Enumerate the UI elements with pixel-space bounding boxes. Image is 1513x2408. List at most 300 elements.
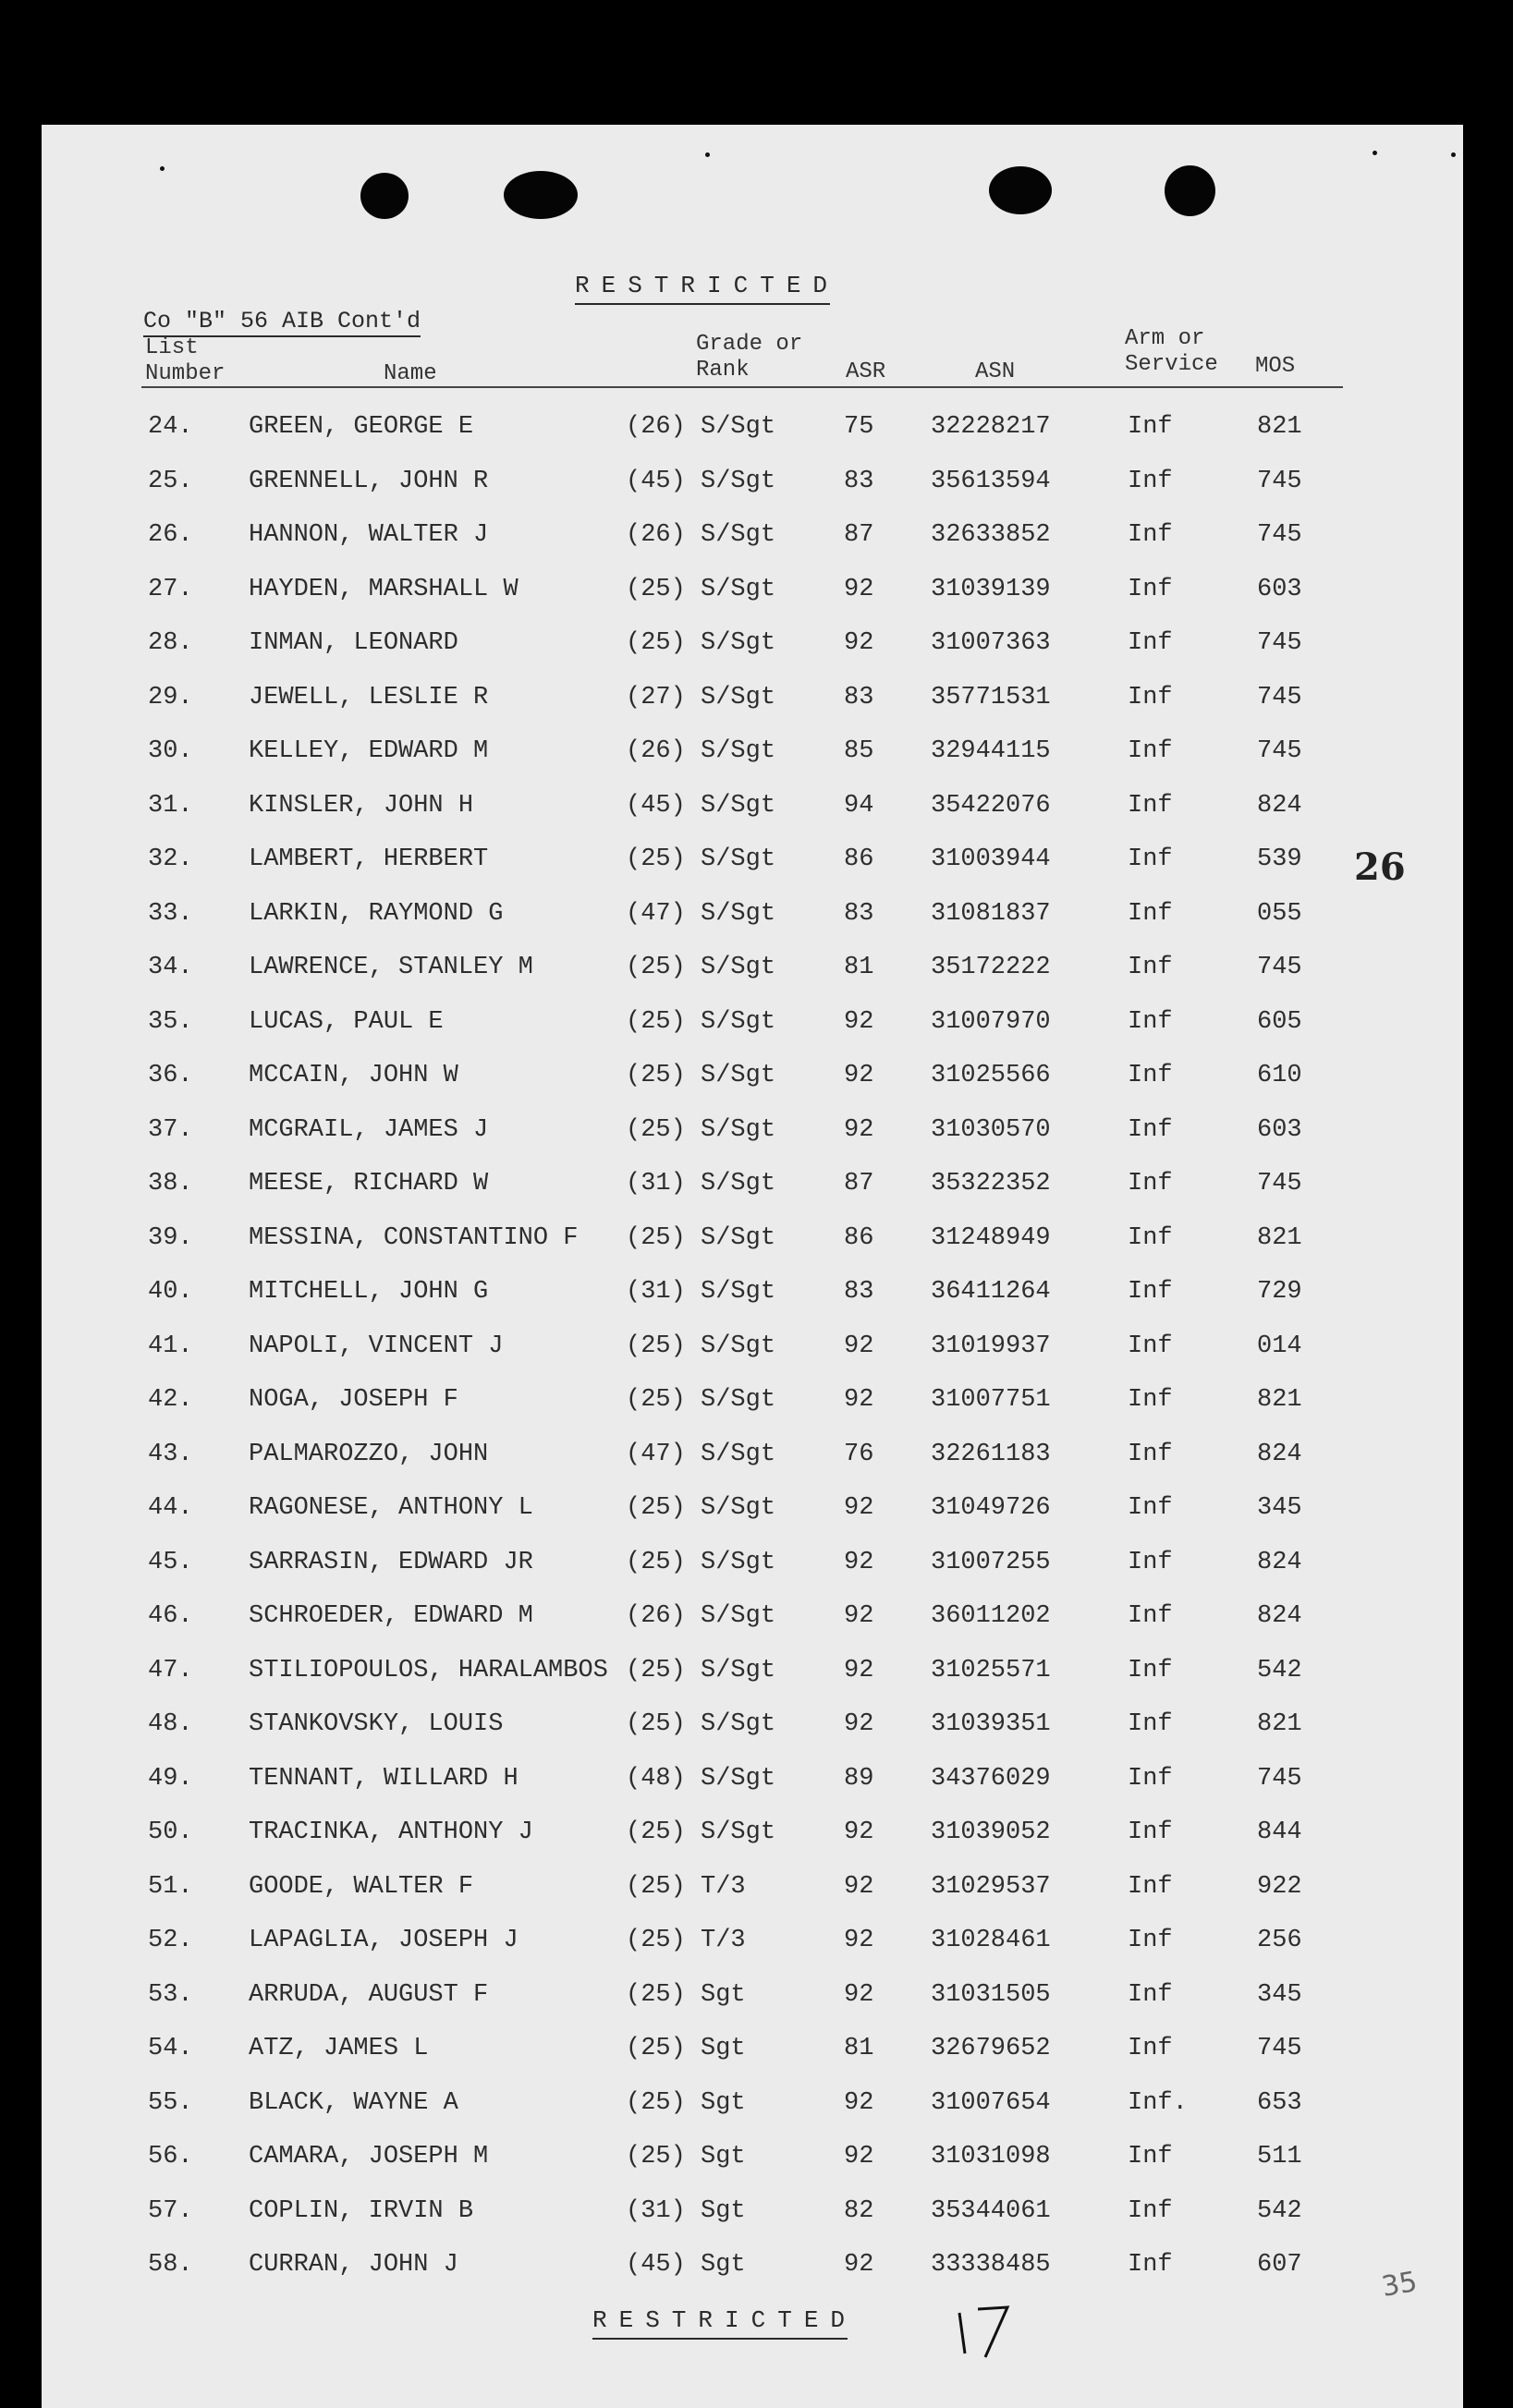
grade-rank [626, 468, 775, 495]
army-serial-number: 32633852 [931, 521, 1051, 549]
grade-rank [626, 1710, 775, 1738]
table-row [42, 1981, 1463, 2035]
list-number: 55. [148, 2088, 193, 2117]
age: (31) [626, 2196, 686, 2225]
arm-service: Inf [1128, 1170, 1173, 1198]
army-serial-number: 31007363 [931, 629, 1051, 657]
asr-score: 92 [844, 1386, 874, 1414]
grade-rank [626, 2143, 746, 2171]
table-row [42, 1116, 1463, 1170]
age: (25) [626, 1494, 686, 1522]
age: (45) [626, 2251, 686, 2279]
grade-rank [626, 1657, 775, 1684]
arm-service: Inf [1128, 1440, 1173, 1468]
age: (45) [626, 791, 686, 820]
mos-code: 745 [1257, 1170, 1302, 1198]
col-header-rank: Rank [696, 358, 750, 383]
list-number: 52. [148, 1927, 193, 1954]
list-number: 39. [148, 1223, 193, 1252]
age: (25) [626, 2035, 686, 2062]
punch-hole [1165, 165, 1215, 216]
speck [1451, 152, 1456, 157]
grade-rank [626, 737, 775, 765]
list-number: 34. [148, 954, 193, 981]
arm-service: Inf [1128, 1494, 1173, 1522]
soldier-name: MESSINA, CONSTANTINO F [249, 1223, 579, 1252]
soldier-name: GREEN, GEORGE E [249, 413, 474, 441]
rank: S/Sgt [701, 954, 776, 981]
soldier-name: LAWRENCE, STANLEY M [249, 954, 533, 981]
soldier-name: MCCAIN, JOHN W [249, 1062, 458, 1089]
rank: S/Sgt [701, 1007, 776, 1036]
rank: S/Sgt [701, 1170, 776, 1198]
table-row [42, 1278, 1463, 1332]
table-row [42, 900, 1463, 954]
list-number: 38. [148, 1170, 193, 1198]
army-serial-number: 31025571 [931, 1656, 1051, 1684]
mos-code: 539 [1257, 845, 1302, 873]
rank: S/Sgt [701, 899, 776, 928]
col-header-grade: Grade or [696, 332, 803, 357]
grade-rank [626, 1549, 775, 1576]
army-serial-number: 35613594 [931, 467, 1051, 495]
table-row [42, 2089, 1463, 2143]
list-number: 40. [148, 1278, 193, 1306]
arm-service: Inf [1128, 1872, 1173, 1901]
arm-service: Inf [1128, 1764, 1173, 1793]
arm-service: Inf [1128, 467, 1173, 495]
asr-score: 75 [844, 413, 874, 441]
army-serial-number: 35344061 [931, 2196, 1051, 2225]
handwritten-page-number [952, 2296, 1017, 2361]
mos-code: 922 [1257, 1872, 1302, 1901]
grade-rank [626, 1116, 775, 1144]
soldier-name: MCGRAIL, JAMES J [249, 1115, 489, 1144]
table-row [42, 1494, 1463, 1548]
army-serial-number: 31029537 [931, 1872, 1051, 1901]
army-serial-number: 35422076 [931, 791, 1051, 820]
table-row [42, 2197, 1463, 2251]
asr-score: 86 [844, 1223, 874, 1252]
soldier-name: KELLEY, EDWARD M [249, 737, 489, 765]
list-number: 27. [148, 575, 193, 603]
mos-code: 345 [1257, 1494, 1302, 1522]
army-serial-number: 31049726 [931, 1494, 1051, 1522]
grade-rank [626, 2251, 746, 2279]
age: (25) [626, 954, 686, 981]
mos-code: 745 [1257, 629, 1302, 657]
soldier-name: CAMARA, JOSEPH M [249, 2143, 489, 2171]
rank: S/Sgt [701, 1386, 776, 1414]
table-row [42, 1602, 1463, 1656]
arm-service: Inf [1128, 1980, 1173, 2009]
rank: S/Sgt [701, 737, 776, 765]
list-number: 33. [148, 899, 193, 928]
soldier-name: COPLIN, IRVIN B [249, 2196, 474, 2225]
army-serial-number: 31039351 [931, 1710, 1051, 1738]
grade-rank [626, 954, 775, 981]
punch-hole [360, 173, 409, 219]
table-row [42, 1170, 1463, 1223]
list-number: 30. [148, 737, 193, 765]
asr-score: 89 [844, 1764, 874, 1793]
asr-score: 85 [844, 737, 874, 765]
grade-rank [626, 1873, 746, 1901]
list-number: 53. [148, 1980, 193, 2009]
rank: S/Sgt [701, 1818, 776, 1846]
mos-code: 821 [1257, 1223, 1302, 1252]
army-serial-number: 36411264 [931, 1278, 1051, 1306]
army-serial-number: 31039052 [931, 1818, 1051, 1846]
army-serial-number: 31003944 [931, 845, 1051, 873]
rank: S/Sgt [701, 467, 776, 495]
arm-service: Inf [1128, 1278, 1173, 1306]
arm-service: Inf [1128, 1062, 1173, 1089]
rank: S/Sgt [701, 791, 776, 820]
col-header-asr: ASR [846, 359, 886, 384]
soldier-name: STILIOPOULOS, HARALAMBOS [249, 1656, 608, 1684]
age: (25) [626, 1710, 686, 1738]
grade-rank [626, 413, 775, 441]
rank: S/Sgt [701, 1602, 776, 1630]
rank: Sgt [701, 2196, 746, 2225]
restricted-stamp-top: RESTRICTED [575, 272, 840, 299]
asr-score: 92 [844, 1115, 874, 1144]
army-serial-number: 32261183 [931, 1440, 1051, 1468]
rank: S/Sgt [701, 1548, 776, 1576]
mos-code: 824 [1257, 1440, 1302, 1468]
list-number: 48. [148, 1710, 193, 1738]
asr-score: 92 [844, 1927, 874, 1954]
arm-service: Inf [1128, 1332, 1173, 1360]
soldier-name: ATZ, JAMES L [249, 2035, 429, 2062]
soldier-name: STANKOVSKY, LOUIS [249, 1710, 504, 1738]
soldier-name: JEWELL, LESLIE R [249, 683, 489, 711]
company-heading: Co "B" 56 AIB Cont'd [143, 308, 421, 334]
asr-score: 92 [844, 2143, 874, 2171]
list-number: 37. [148, 1115, 193, 1144]
asr-score: 92 [844, 629, 874, 657]
asr-score: 92 [844, 575, 874, 603]
soldier-name: ARRUDA, AUGUST F [249, 1980, 489, 2009]
age: (25) [626, 1927, 686, 1954]
table-row [42, 1657, 1463, 1710]
age: (25) [626, 1818, 686, 1846]
soldier-name: NAPOLI, VINCENT J [249, 1332, 504, 1360]
rank: S/Sgt [701, 1764, 776, 1793]
age: (25) [626, 1115, 686, 1144]
table-row [42, 521, 1463, 575]
list-number: 29. [148, 683, 193, 711]
age: (26) [626, 1602, 686, 1630]
list-number: 56. [148, 2143, 193, 2171]
grade-rank [626, 1602, 775, 1630]
soldier-name: NOGA, JOSEPH F [249, 1386, 458, 1414]
grade-rank [626, 576, 775, 603]
table-row [42, 1332, 1463, 1386]
rank: Sgt [701, 2251, 746, 2279]
corner-mark: 35 [1379, 2265, 1420, 2305]
arm-service: Inf. [1128, 2088, 1188, 2117]
rank: S/Sgt [701, 1062, 776, 1089]
table-row [42, 1873, 1463, 1927]
arm-service: Inf [1128, 845, 1173, 873]
mos-code: 729 [1257, 1278, 1302, 1306]
arm-service: Inf [1128, 1386, 1173, 1414]
asr-score: 92 [844, 1062, 874, 1089]
table-row [42, 2251, 1463, 2305]
grade-rank [626, 521, 775, 549]
rank: T/3 [701, 1927, 746, 1954]
arm-service: Inf [1128, 683, 1173, 711]
asr-score: 87 [844, 521, 874, 549]
speck [160, 166, 165, 171]
rank: S/Sgt [701, 1440, 776, 1468]
table-row [42, 1549, 1463, 1602]
army-serial-number: 31025566 [931, 1062, 1051, 1089]
arm-service: Inf [1128, 1710, 1173, 1738]
age: (25) [626, 575, 686, 603]
mos-code: 603 [1257, 575, 1302, 603]
mos-code: 821 [1257, 413, 1302, 441]
table-row [42, 2143, 1463, 2196]
rank: S/Sgt [701, 1278, 776, 1306]
arm-service: Inf [1128, 2143, 1173, 2171]
age: (25) [626, 845, 686, 873]
rank: S/Sgt [701, 1656, 776, 1684]
mos-code: 824 [1257, 1602, 1302, 1630]
grade-rank [626, 1818, 775, 1846]
grade-rank [626, 845, 775, 873]
age: (25) [626, 1872, 686, 1901]
mos-code: 821 [1257, 1710, 1302, 1738]
army-serial-number: 31028461 [931, 1927, 1051, 1954]
mos-code: 610 [1257, 1062, 1302, 1089]
list-number: 46. [148, 1602, 193, 1630]
rank: Sgt [701, 2088, 746, 2117]
mos-code: 745 [1257, 1764, 1302, 1793]
punch-hole [504, 171, 578, 219]
rank: Sgt [701, 2143, 746, 2171]
table-row [42, 629, 1463, 683]
list-number: 25. [148, 467, 193, 495]
asr-score: 76 [844, 1440, 874, 1468]
margin-number: 26 [1354, 845, 1406, 889]
asr-score: 92 [844, 1332, 874, 1360]
asr-score: 92 [844, 1872, 874, 1901]
asr-score: 83 [844, 899, 874, 928]
soldier-name: INMAN, LEONARD [249, 629, 458, 657]
rank: S/Sgt [701, 1223, 776, 1252]
table-row [42, 792, 1463, 845]
soldier-name: HANNON, WALTER J [249, 521, 489, 549]
soldier-name: LAMBERT, HERBERT [249, 845, 489, 873]
document-page [42, 125, 1463, 2408]
mos-code: 055 [1257, 899, 1302, 928]
army-serial-number: 35322352 [931, 1170, 1051, 1198]
speck [1373, 151, 1377, 155]
army-serial-number: 31248949 [931, 1223, 1051, 1252]
age: (25) [626, 1656, 686, 1684]
punch-hole [989, 166, 1052, 214]
soldier-name: HAYDEN, MARSHALL W [249, 575, 519, 603]
table-row [42, 576, 1463, 629]
age: (25) [626, 2143, 686, 2171]
list-number: 50. [148, 1818, 193, 1846]
mos-code: 745 [1257, 467, 1302, 495]
asr-score: 82 [844, 2196, 874, 2225]
table-row [42, 1710, 1463, 1764]
army-serial-number: 31019937 [931, 1332, 1051, 1360]
age: (31) [626, 1170, 686, 1198]
grade-rank [626, 629, 775, 657]
arm-service: Inf [1128, 1223, 1173, 1252]
grade-rank [626, 1332, 775, 1360]
list-number: 57. [148, 2196, 193, 2225]
list-number: 36. [148, 1062, 193, 1089]
grade-rank [626, 792, 775, 820]
mos-code: 542 [1257, 2196, 1302, 2225]
table-row [42, 845, 1463, 899]
list-number: 45. [148, 1548, 193, 1576]
age: (26) [626, 521, 686, 549]
soldier-name: SCHROEDER, EDWARD M [249, 1602, 533, 1630]
asr-score: 86 [844, 845, 874, 873]
age: (31) [626, 1278, 686, 1306]
mos-code: 603 [1257, 1115, 1302, 1144]
asr-score: 94 [844, 791, 874, 820]
age: (25) [626, 1223, 686, 1252]
soldier-name: MITCHELL, JOHN G [249, 1278, 489, 1306]
asr-score: 81 [844, 2035, 874, 2062]
age: (48) [626, 1764, 686, 1793]
rank: S/Sgt [701, 575, 776, 603]
arm-service: Inf [1128, 1602, 1173, 1630]
mos-code: 824 [1257, 1548, 1302, 1576]
arm-service: Inf [1128, 2251, 1173, 2279]
table-row [42, 684, 1463, 737]
table-row [42, 1224, 1463, 1278]
rank: S/Sgt [701, 1710, 776, 1738]
list-number: 31. [148, 791, 193, 820]
age: (26) [626, 413, 686, 441]
army-serial-number: 35172222 [931, 954, 1051, 981]
arm-service: Inf [1128, 737, 1173, 765]
grade-rank [626, 1008, 775, 1036]
army-serial-number: 31031098 [931, 2143, 1051, 2171]
grade-rank [626, 1062, 775, 1089]
soldier-name: KINSLER, JOHN H [249, 791, 474, 820]
army-serial-number: 35771531 [931, 683, 1051, 711]
soldier-name: LAPAGLIA, JOSEPH J [249, 1927, 519, 1954]
age: (25) [626, 629, 686, 657]
arm-service: Inf [1128, 1007, 1173, 1036]
mos-code: 256 [1257, 1927, 1302, 1954]
rank: S/Sgt [701, 845, 776, 873]
army-serial-number: 31007255 [931, 1548, 1051, 1576]
mos-code: 844 [1257, 1818, 1302, 1846]
arm-service: Inf [1128, 2196, 1173, 2225]
rank: S/Sgt [701, 683, 776, 711]
list-number: 49. [148, 1764, 193, 1793]
asr-score: 92 [844, 2088, 874, 2117]
list-number: 47. [148, 1656, 193, 1684]
army-serial-number: 32944115 [931, 737, 1051, 765]
mos-code: 821 [1257, 1386, 1302, 1414]
arm-service: Inf [1128, 899, 1173, 928]
army-serial-number: 31039139 [931, 575, 1051, 603]
grade-rank [626, 1170, 775, 1198]
asr-score: 92 [844, 1548, 874, 1576]
rank: S/Sgt [701, 1332, 776, 1360]
army-serial-number: 33338485 [931, 2251, 1051, 2279]
army-serial-number: 31081837 [931, 899, 1051, 928]
grade-rank [626, 684, 775, 711]
table-row [42, 1386, 1463, 1440]
mos-code: 745 [1257, 737, 1302, 765]
grade-rank [626, 1441, 775, 1468]
rank: S/Sgt [701, 1115, 776, 1144]
arm-service: Inf [1128, 413, 1173, 441]
age: (47) [626, 1440, 686, 1468]
soldier-name: MEESE, RICHARD W [249, 1170, 489, 1198]
soldier-name: LUCAS, PAUL E [249, 1007, 444, 1036]
list-number: 24. [148, 413, 193, 441]
mos-code: 745 [1257, 2035, 1302, 2062]
army-serial-number: 36011202 [931, 1602, 1051, 1630]
rank: S/Sgt [701, 521, 776, 549]
arm-service: Inf [1128, 1548, 1173, 1576]
arm-service: Inf [1128, 1818, 1173, 1846]
mos-code: 014 [1257, 1332, 1302, 1360]
age: (25) [626, 1332, 686, 1360]
army-serial-number: 32228217 [931, 413, 1051, 441]
asr-score: 81 [844, 954, 874, 981]
grade-rank [626, 1927, 746, 1954]
rank: Sgt [701, 1980, 746, 2009]
col-header-list: List [145, 335, 199, 360]
grade-rank [626, 1494, 775, 1522]
grade-rank [626, 1278, 775, 1306]
table-row [42, 413, 1463, 467]
col-header-service: Service [1125, 352, 1218, 377]
age: (25) [626, 1386, 686, 1414]
asr-score: 92 [844, 1818, 874, 1846]
mos-code: 345 [1257, 1980, 1302, 2009]
age: (47) [626, 899, 686, 928]
mos-code: 653 [1257, 2088, 1302, 2117]
table-row [42, 1062, 1463, 1115]
age: (25) [626, 1548, 686, 1576]
mos-code: 605 [1257, 1007, 1302, 1036]
restricted-stamp-bottom: RESTRICTED [592, 2306, 858, 2334]
arm-service: Inf [1128, 521, 1173, 549]
army-serial-number: 31007751 [931, 1386, 1051, 1414]
table-row [42, 954, 1463, 1007]
mos-code: 542 [1257, 1656, 1302, 1684]
col-header-name: Name [384, 361, 437, 386]
table-row [42, 468, 1463, 521]
asr-score: 92 [844, 1656, 874, 1684]
list-number: 58. [148, 2251, 193, 2279]
table-row [42, 1765, 1463, 1818]
rank: Sgt [701, 2035, 746, 2062]
soldier-name: PALMAROZZO, JOHN [249, 1440, 489, 1468]
grade-rank [626, 1386, 775, 1414]
soldier-name: TENNANT, WILLARD H [249, 1764, 519, 1793]
col-header-arm: Arm or [1125, 326, 1205, 351]
col-header-asn: ASN [975, 359, 1016, 384]
